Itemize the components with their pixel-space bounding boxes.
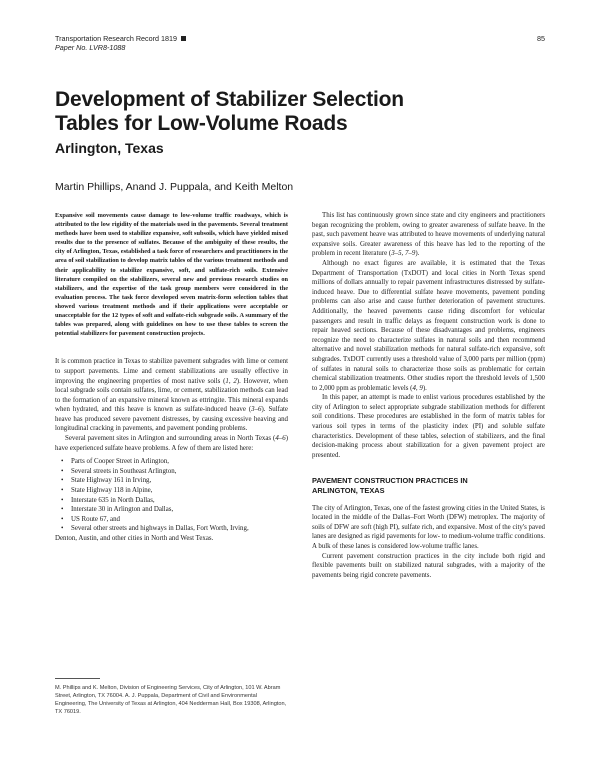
bullet-icon: • [61, 458, 64, 466]
bullet-icon: • [61, 506, 64, 514]
abstract: Expansive soil movements cause damage to low-volume traffic roadways, which is attributed to the low rigidity of the materials used in the pavements. Several treatment methods have been used to stabilize expansive, soft subsoils, which have yielded mixed results due to the presence of sulfates. Because of the ambiguity of these results, the city of Arlington, Texas, established a task force of researchers and practitioners in the area of soil stabilization to develop matrix tables of the various treatment methods and their applicability to stabilize expansive, soft, and sulfate-rich soils. Extensive literature compiled on the stabilizers, several new and previous research studies on stabilizers, and the expertise of the task group members were considered in the evaluation process. The task force developed seven matrix-form selection tables that showed various treatment methods and if their applications were acceptable or unacceptable for the 12 types of soft and sulfate-rich subgrade soils. A summary of the tables was prepared, along with guidelines on how to use these tables to screen the potential stabilizers for pavement construction projects. [55, 212, 288, 338]
list-item: • Several streets in Southeast Arlington, [61, 467, 177, 475]
body-paragraph-3: In this paper, an attempt is made to enlist various procedures established by the city of Arlington to select appropriate subgrade stabilization methods for different soil conditions. These procedures are established in the form of matrix tables for various soil types in terms of the plasticity index (PI) and soluble sulfate characteristics. Development of these tables, selection of stabilizers, and the final decision-making process about stabilization for a given pavement project are presented. [312, 394, 545, 459]
citation: 1 [225, 377, 229, 385]
section-heading: PAVEMENT CONSTRUCTION PRACTICES IN ARLINGTON, TEXAS [312, 476, 468, 496]
author-affiliation-footnote: M. Phillips and K. Melton, Division of Engineering Services, City of Arlington, 101 W. Abram Street, Arlington, TX 76004. A. J. Puppala, Department of Civil and Environmental Engineering, The University of Texas at Arlington, 404 Nedderman Hall, Box 19308, Arlington, TX 76019. [55, 685, 287, 716]
list-item: • State Highway 161 in Irving, [61, 477, 152, 485]
page-number: 85 [537, 34, 545, 43]
article-title [55, 88, 535, 136]
body-paragraph-2: Although no exact figures are available, it is estimated that the Texas Department of Transportation (TxDOT) and local cities in North Texas spend millions of dollars annually to repair pavement infrastructures distressed by sulfate-induced heave. Due to differential sulfate heave movements, pavement ponding problems can also arise and cause further deterioration of pavement structures. Additionally, the heaved pavements cause riding discomfort for vehicular passengers and result in traffic delays as frequent construction work is done to repair heaved sections. Because of these disadvantages and problems, engineers recognize the need to characterize sulfates in natural soils and then recommend alternative and novel stabilization methods for natural sulfate-rich expansive, soft subgrades. TxDOT currently uses a threshold value of 3,000 parts per million (ppm) of sulfates in natural soils to characterize those soils as problematic for certain chemical stabilization treatments. Other studies report the threshold levels of 1,500 to 2,000 ppm as problematic levels (4, 9). [312, 259, 545, 392]
list-item: • Parts of Cooper Street in Arlington, [61, 458, 169, 466]
author-list: Martin Phillips, Anand J. Puppala, and Keith Melton [55, 181, 294, 193]
body-paragraph-5: Current pavement construction practices in the city include both rigid and flexible pavements built on stabilized natural subgrades, with a majority of the pavements being rigid concrete pavements. [312, 552, 545, 579]
bullet-icon: • [61, 487, 64, 495]
title-line-1: Development of Stabilizer Selection [55, 88, 404, 111]
right-column [312, 211, 545, 580]
bullet-icon: • [61, 467, 64, 475]
body-paragraph-4: The city of Arlington, Texas, one of the fastest growing cities in the United States, is located in the middle of the Dallas–Fort Worth (DFW) metroplex. The majority of soils of DFW are soft (high PI), sulfate rich, and expansive. Most of the city's paved lanes are designed as rigid pavements for low- to medium-volume traffic conditions. A bulk of these lanes is considered low-volume traffic lanes. [312, 504, 545, 550]
footnote-divider [55, 678, 100, 679]
site-list [55, 457, 288, 543]
journal-name: Transportation Research Record 1819 [55, 34, 177, 43]
citation: 4–6 [275, 435, 286, 443]
spacer [55, 338, 288, 357]
left-column [55, 211, 288, 544]
bullet-icon: • [61, 525, 64, 533]
square-bullet-icon [181, 36, 186, 41]
intro-paragraph-2: Several pavement sites in Arlington and surrounding areas in North Texas (4–6) have experienced sulfate heave problems. A few of them are listed here: [55, 435, 288, 452]
running-head [55, 34, 545, 52]
list-item: • State Highway 118 in Alpine, [61, 487, 153, 495]
intro-paragraph-1: It is common practice in Texas to stabilize pavement subgrades with lime or cement to support pavements. Lime and cement stabilizations are usually effective in improving the engineering properties of most native soils (1, 2). However, when local subgrade soils contain sulfates, lime, or cement, stabilization methods can lead to the formation of an expansive mineral known as ettringite. This mineral expands when hydrated, and this heave is known as sulfate-induced heave (3–6). Sulfate heave has produced severe pavement distresses, by causing excessive heaving and longitudinal cracking in pavements, and pavement ponding problems. [55, 358, 289, 433]
bullet-icon: • [61, 496, 64, 504]
body-paragraph-1: This list has continuously grown since state and city engineers and practitioners began recognizing the problem, owing to greater awareness of sulfate heave. In the past, such pavement heave was attributed to heave movements of underlying natural expansive soils. Greater awareness of this heave has led to the reporting of the problem in recent literature (3–5, 7–9). [312, 212, 545, 258]
citation: 2 [233, 377, 237, 385]
title-line-2: Tables for Low-Volume Roads [55, 112, 348, 135]
paper-number: Paper No. LVR8-1088 [55, 43, 126, 52]
journal-line [55, 34, 545, 43]
bullet-icon: • [61, 515, 64, 523]
list-item: • Interstate 635 in North Dallas, [61, 496, 155, 504]
list-item: • US Route 67, and [61, 515, 120, 523]
list-item: • Interstate 30 in Arlington and Dallas, [61, 506, 174, 514]
list-item: • Several other streets and highways in Dallas, Fort Worth, Irving, Denton, Austin, and other cities in North and West Texas. [55, 525, 249, 542]
bullet-icon: • [61, 477, 64, 485]
citation: 3–6 [251, 406, 262, 414]
citation: 3–5, 7–9 [391, 250, 416, 258]
citation: 4, 9 [412, 384, 423, 392]
article-subtitle: Arlington, Texas [55, 140, 164, 156]
